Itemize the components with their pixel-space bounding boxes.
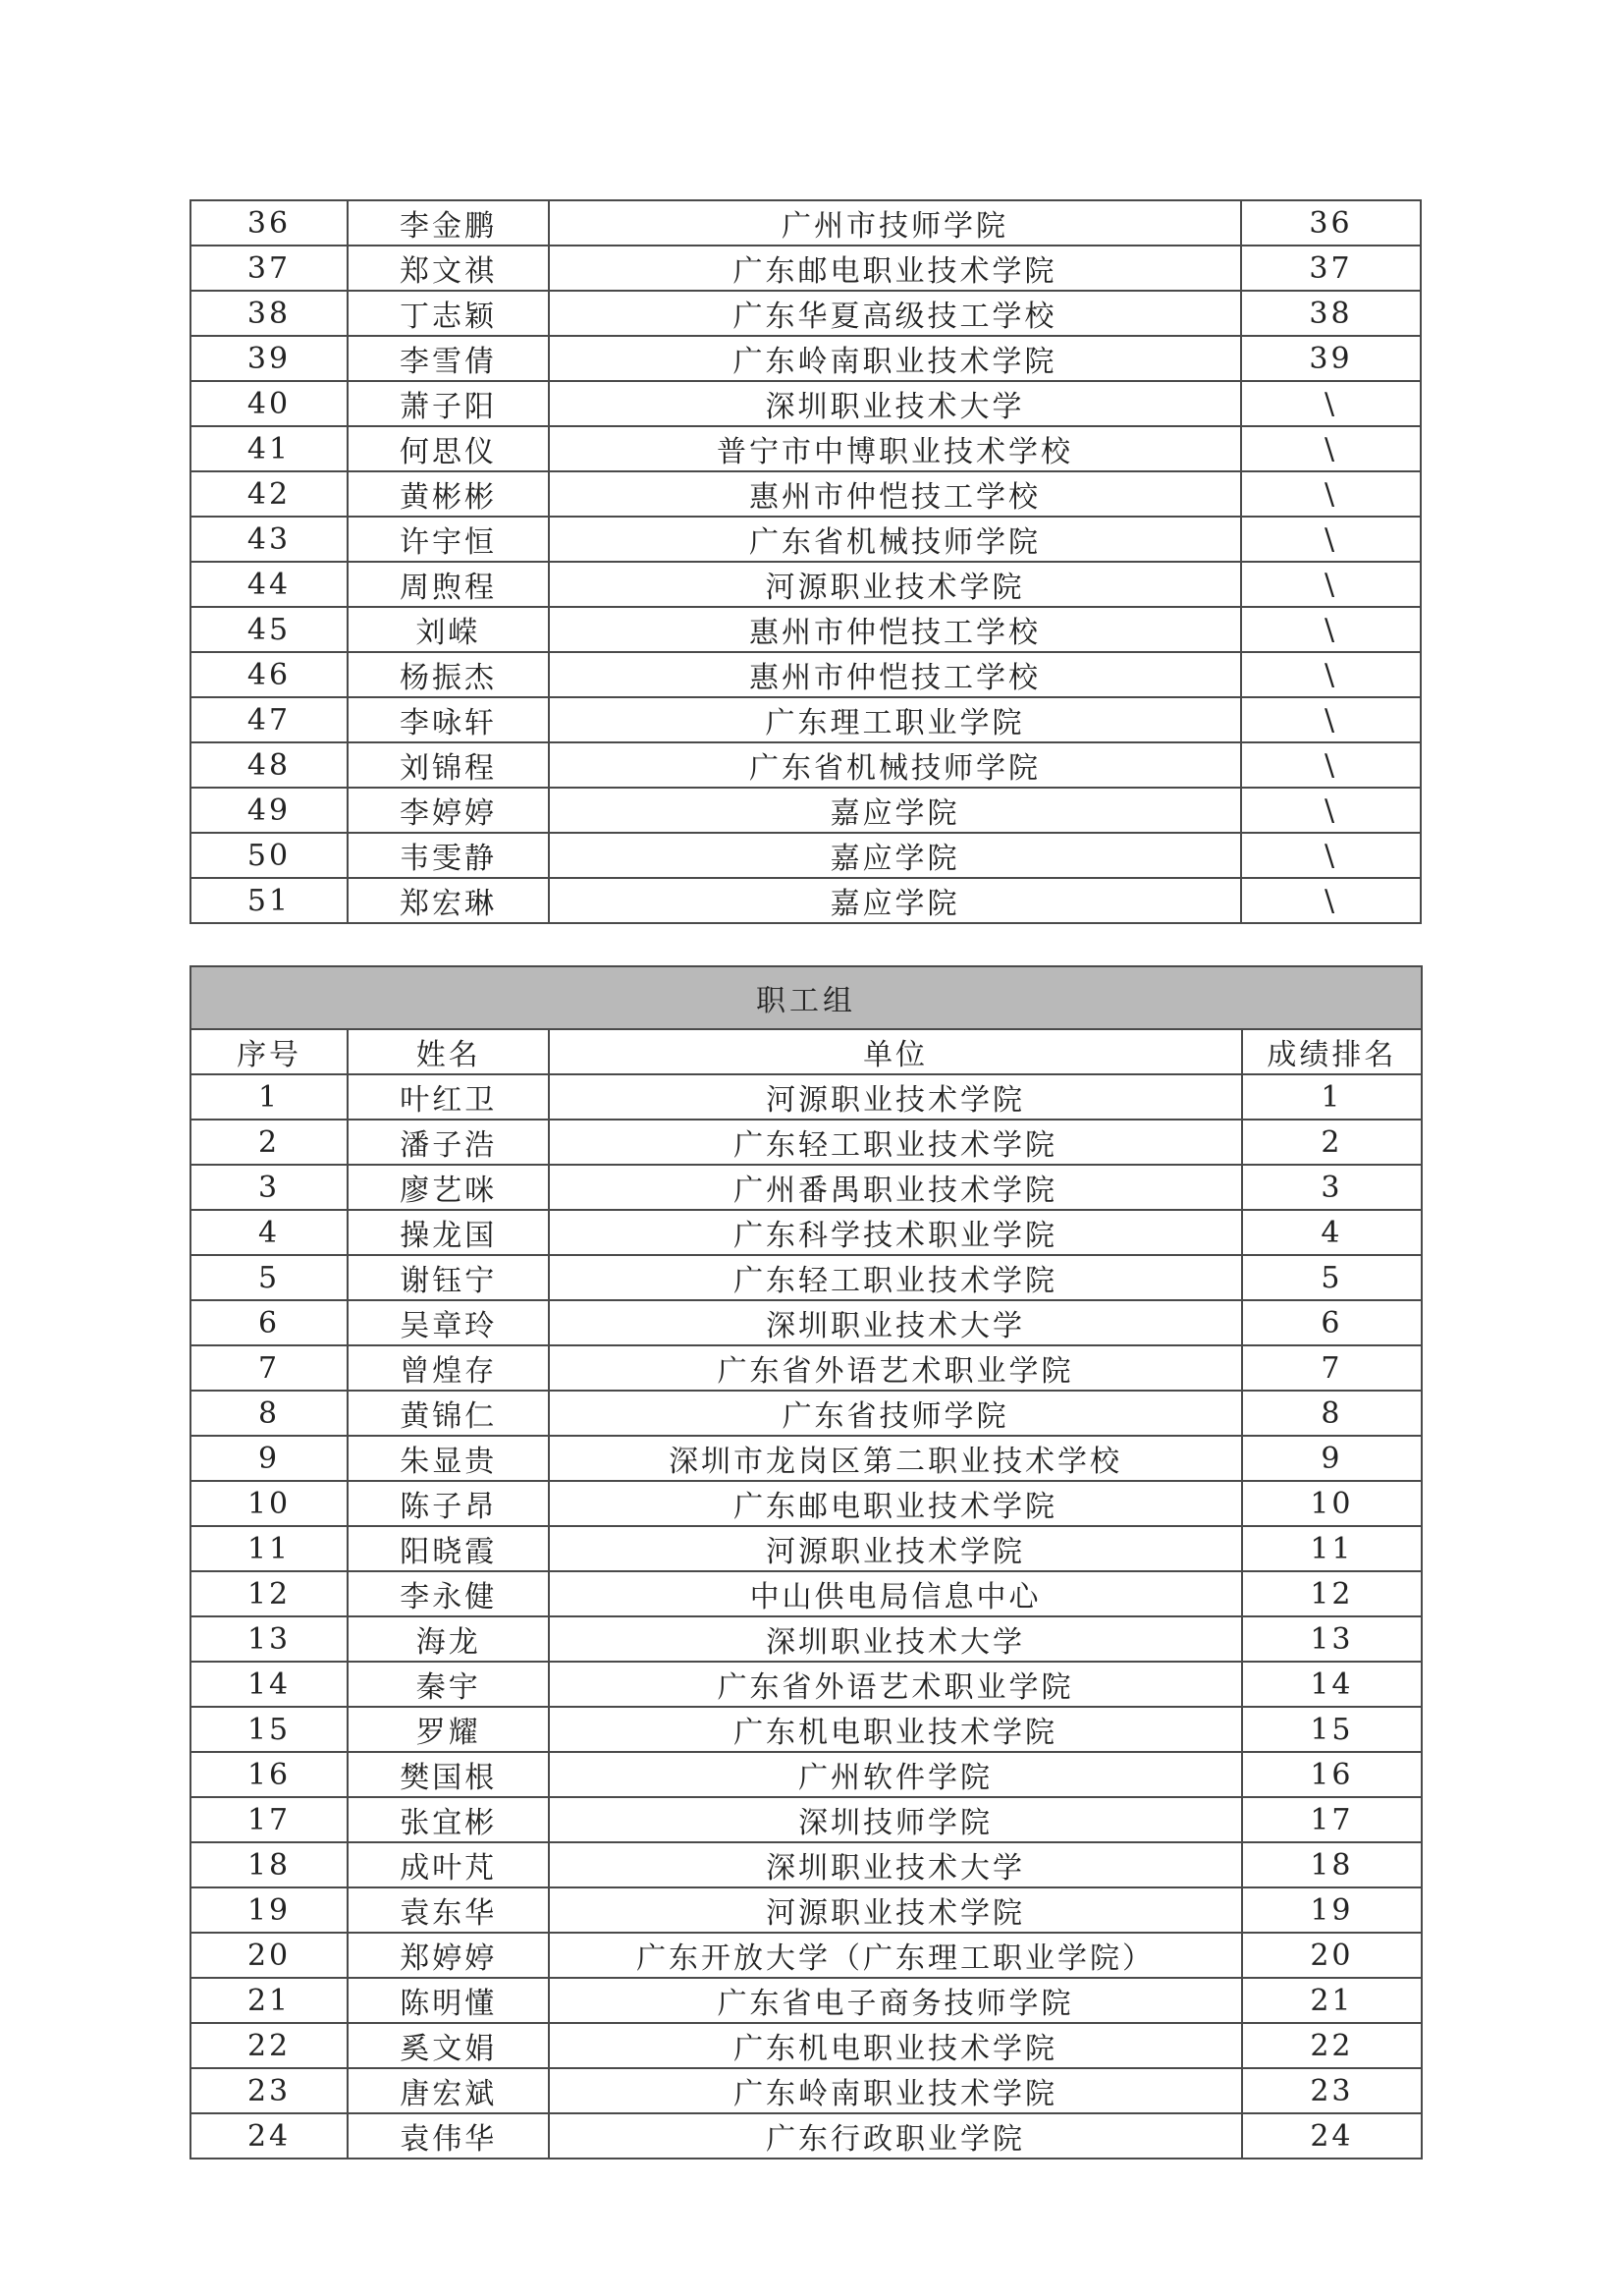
row-number: 37: [190, 246, 348, 291]
row-unit: 广东理工职业学院: [549, 697, 1241, 742]
row-number: 15: [190, 1707, 348, 1752]
row-name: 杨振杰: [348, 652, 549, 697]
table-row: [190, 788, 1421, 833]
row-rank: \: [1241, 833, 1421, 878]
row-unit: 广东邮电职业技术学院: [549, 246, 1241, 291]
row-rank: 2: [1242, 1120, 1422, 1165]
row-number: 49: [190, 788, 348, 833]
row-rank: 16: [1242, 1752, 1422, 1797]
table-row: [190, 1165, 1422, 1210]
row-rank: 19: [1242, 1887, 1422, 1933]
row-rank: 15: [1242, 1707, 1422, 1752]
row-rank: 39: [1241, 336, 1421, 381]
row-rank: \: [1241, 697, 1421, 742]
table-row: [190, 742, 1421, 788]
row-number: 46: [190, 652, 348, 697]
row-number: 38: [190, 291, 348, 336]
row-rank: \: [1241, 517, 1421, 562]
table-row: [190, 1120, 1422, 1165]
row-number: 11: [190, 1526, 348, 1571]
header-number: 序号: [190, 1029, 348, 1074]
row-rank: 7: [1242, 1345, 1422, 1391]
table-row: [190, 562, 1421, 607]
row-unit: 广东岭南职业技术学院: [549, 336, 1241, 381]
row-unit: 广东开放大学（广东理工职业学院）: [549, 1933, 1242, 1978]
row-name: 李咏轩: [348, 697, 549, 742]
row-rank: 5: [1242, 1255, 1422, 1300]
table-row: [190, 200, 1421, 246]
row-unit: 广东科学技术职业学院: [549, 1210, 1242, 1255]
row-number: 50: [190, 833, 348, 878]
row-number: 7: [190, 1345, 348, 1391]
row-rank: 22: [1242, 2023, 1422, 2068]
row-unit: 广东行政职业学院: [549, 2113, 1242, 2159]
table-row: [190, 471, 1421, 517]
row-number: 2: [190, 1120, 348, 1165]
table-row: [190, 336, 1421, 381]
table-row: [190, 2023, 1422, 2068]
header-unit: 单位: [549, 1029, 1242, 1074]
row-unit: 广东轻工职业技术学院: [549, 1120, 1242, 1165]
row-number: 13: [190, 1616, 348, 1662]
row-number: 48: [190, 742, 348, 788]
table-row: [190, 246, 1421, 291]
row-number: 45: [190, 607, 348, 652]
row-name: 何思仪: [348, 426, 549, 471]
student-results-table: [189, 199, 1422, 924]
row-unit: 广东省技师学院: [549, 1391, 1242, 1436]
table-row: [190, 652, 1421, 697]
row-name: 阳晓霞: [348, 1526, 549, 1571]
row-number: 1: [190, 1074, 348, 1120]
row-unit: 中山供电局信息中心: [549, 1571, 1242, 1616]
table-row: [190, 1842, 1422, 1887]
row-number: 8: [190, 1391, 348, 1436]
table-row: [190, 1616, 1422, 1662]
table-row: [190, 1707, 1422, 1752]
row-unit: 广州市技师学院: [549, 200, 1241, 246]
table-row: [190, 833, 1421, 878]
row-name: 丁志颖: [348, 291, 549, 336]
table-row: [190, 1345, 1422, 1391]
row-name: 奚文娟: [348, 2023, 549, 2068]
row-rank: 9: [1242, 1436, 1422, 1481]
row-unit: 广东机电职业技术学院: [549, 2023, 1242, 2068]
row-number: 41: [190, 426, 348, 471]
row-name: 周煦程: [348, 562, 549, 607]
row-unit: 惠州市仲恺技工学校: [549, 471, 1241, 517]
row-name: 李婷婷: [348, 788, 549, 833]
row-number: 3: [190, 1165, 348, 1210]
row-unit: 深圳职业技术大学: [549, 1616, 1242, 1662]
row-rank: 37: [1241, 246, 1421, 291]
table-row: [190, 2113, 1422, 2159]
row-rank: 11: [1242, 1526, 1422, 1571]
row-rank: \: [1241, 381, 1421, 426]
row-rank: 20: [1242, 1933, 1422, 1978]
row-name: 成叶芃: [348, 1842, 549, 1887]
table-row: [190, 1662, 1422, 1707]
row-rank: 23: [1242, 2068, 1422, 2113]
header-name: 姓名: [348, 1029, 549, 1074]
row-name: 许宇恒: [348, 517, 549, 562]
staff-results-body: [190, 966, 1422, 2159]
header-rank: 成绩排名: [1242, 1029, 1422, 1074]
row-number: 10: [190, 1481, 348, 1526]
header-row: [190, 1029, 1422, 1074]
row-name: 叶红卫: [348, 1074, 549, 1120]
row-name: 陈明懂: [348, 1978, 549, 2023]
row-unit: 深圳市龙岗区第二职业技术学校: [549, 1436, 1242, 1481]
row-unit: 广东省外语艺术职业学院: [549, 1345, 1242, 1391]
row-number: 44: [190, 562, 348, 607]
row-rank: 6: [1242, 1300, 1422, 1345]
row-rank: 18: [1242, 1842, 1422, 1887]
row-unit: 广东省电子商务技师学院: [549, 1978, 1242, 2023]
row-name: 袁东华: [348, 1887, 549, 1933]
table-row: [190, 517, 1421, 562]
row-name: 曾煌存: [348, 1345, 549, 1391]
row-number: 16: [190, 1752, 348, 1797]
row-number: 43: [190, 517, 348, 562]
row-unit: 深圳职业技术大学: [549, 381, 1241, 426]
row-name: 李永健: [348, 1571, 549, 1616]
table-row: [190, 1300, 1422, 1345]
table-row: [190, 1436, 1422, 1481]
table-row: [190, 426, 1421, 471]
row-number: 22: [190, 2023, 348, 2068]
table-row: [190, 1210, 1422, 1255]
row-rank: 38: [1241, 291, 1421, 336]
table-row: [190, 1978, 1422, 2023]
row-number: 47: [190, 697, 348, 742]
row-unit: 广州软件学院: [549, 1752, 1242, 1797]
row-rank: 1: [1242, 1074, 1422, 1120]
row-name: 郑婷婷: [348, 1933, 549, 1978]
row-unit: 广州番禺职业技术学院: [549, 1165, 1242, 1210]
row-number: 12: [190, 1571, 348, 1616]
student-results-body: [190, 200, 1421, 923]
row-rank: 10: [1242, 1481, 1422, 1526]
staff-results-table: [189, 965, 1423, 2159]
row-rank: \: [1241, 742, 1421, 788]
row-rank: \: [1241, 607, 1421, 652]
row-rank: \: [1241, 426, 1421, 471]
row-rank: \: [1241, 878, 1421, 923]
table-row: [190, 1933, 1422, 1978]
table-row: [190, 291, 1421, 336]
row-rank: \: [1241, 652, 1421, 697]
row-number: 9: [190, 1436, 348, 1481]
row-number: 17: [190, 1797, 348, 1842]
row-name: 陈子昂: [348, 1481, 549, 1526]
row-number: 24: [190, 2113, 348, 2159]
row-number: 4: [190, 1210, 348, 1255]
table-row: [190, 1255, 1422, 1300]
table-row: [190, 1481, 1422, 1526]
table-row: [190, 697, 1421, 742]
row-rank: 36: [1241, 200, 1421, 246]
row-number: 19: [190, 1887, 348, 1933]
row-number: 14: [190, 1662, 348, 1707]
table-row: [190, 878, 1421, 923]
table-row: [190, 1074, 1422, 1120]
table-row: [190, 1391, 1422, 1436]
row-rank: \: [1241, 471, 1421, 517]
row-unit: 普宁市中博职业技术学校: [549, 426, 1241, 471]
row-number: 23: [190, 2068, 348, 2113]
row-number: 20: [190, 1933, 348, 1978]
row-name: 李雪倩: [348, 336, 549, 381]
table-row: [190, 1526, 1422, 1571]
row-unit: 广东省机械技师学院: [549, 517, 1241, 562]
row-unit: 嘉应学院: [549, 788, 1241, 833]
row-number: 5: [190, 1255, 348, 1300]
row-unit: 河源职业技术学院: [549, 1526, 1242, 1571]
row-rank: 14: [1242, 1662, 1422, 1707]
row-unit: 广东华夏高级技工学校: [549, 291, 1241, 336]
row-name: 樊国根: [348, 1752, 549, 1797]
row-unit: 广东机电职业技术学院: [549, 1707, 1242, 1752]
row-rank: \: [1241, 788, 1421, 833]
table-row: [190, 1571, 1422, 1616]
row-unit: 河源职业技术学院: [549, 1887, 1242, 1933]
row-unit: 嘉应学院: [549, 878, 1241, 923]
row-name: 操龙国: [348, 1210, 549, 1255]
row-unit: 惠州市仲恺技工学校: [549, 652, 1241, 697]
group-title: 职工组: [190, 966, 1422, 1029]
row-name: 刘锦程: [348, 742, 549, 788]
row-number: 40: [190, 381, 348, 426]
row-name: 潘子浩: [348, 1120, 549, 1165]
row-name: 李金鹏: [348, 200, 549, 246]
row-unit: 广东轻工职业技术学院: [549, 1255, 1242, 1300]
row-name: 唐宏斌: [348, 2068, 549, 2113]
row-name: 刘嵘: [348, 607, 549, 652]
row-name: 袁伟华: [348, 2113, 549, 2159]
row-unit: 河源职业技术学院: [549, 1074, 1242, 1120]
row-rank: 17: [1242, 1797, 1422, 1842]
row-rank: 24: [1242, 2113, 1422, 2159]
row-name: 谢钰宁: [348, 1255, 549, 1300]
row-unit: 深圳职业技术大学: [549, 1300, 1242, 1345]
row-rank: 12: [1242, 1571, 1422, 1616]
row-name: 吴章玲: [348, 1300, 549, 1345]
row-number: 39: [190, 336, 348, 381]
row-unit: 嘉应学院: [549, 833, 1241, 878]
group-title-row: [190, 966, 1422, 1029]
row-unit: 惠州市仲恺技工学校: [549, 607, 1241, 652]
table-row: [190, 1797, 1422, 1842]
row-rank: 4: [1242, 1210, 1422, 1255]
table-row: [190, 381, 1421, 426]
row-name: 黄彬彬: [348, 471, 549, 517]
row-rank: 3: [1242, 1165, 1422, 1210]
table-row: [190, 607, 1421, 652]
row-rank: 8: [1242, 1391, 1422, 1436]
row-number: 42: [190, 471, 348, 517]
row-number: 18: [190, 1842, 348, 1887]
row-number: 36: [190, 200, 348, 246]
row-name: 朱显贵: [348, 1436, 549, 1481]
table-row: [190, 1887, 1422, 1933]
row-unit: 广东省外语艺术职业学院: [549, 1662, 1242, 1707]
row-number: 51: [190, 878, 348, 923]
table-row: [190, 2068, 1422, 2113]
row-rank: 21: [1242, 1978, 1422, 2023]
row-rank: \: [1241, 562, 1421, 607]
row-name: 郑文祺: [348, 246, 549, 291]
row-unit: 深圳职业技术大学: [549, 1842, 1242, 1887]
row-name: 萧子阳: [348, 381, 549, 426]
row-name: 廖艺咪: [348, 1165, 549, 1210]
row-name: 郑宏琳: [348, 878, 549, 923]
row-unit: 深圳技师学院: [549, 1797, 1242, 1842]
row-number: 6: [190, 1300, 348, 1345]
row-name: 张宜彬: [348, 1797, 549, 1842]
row-unit: 广东岭南职业技术学院: [549, 2068, 1242, 2113]
row-name: 黄锦仁: [348, 1391, 549, 1436]
row-name: 秦宇: [348, 1662, 549, 1707]
row-unit: 河源职业技术学院: [549, 562, 1241, 607]
row-name: 罗耀: [348, 1707, 549, 1752]
row-number: 21: [190, 1978, 348, 2023]
row-unit: 广东省机械技师学院: [549, 742, 1241, 788]
row-rank: 13: [1242, 1616, 1422, 1662]
table-row: [190, 1752, 1422, 1797]
row-name: 韦雯静: [348, 833, 549, 878]
row-name: 海龙: [348, 1616, 549, 1662]
row-unit: 广东邮电职业技术学院: [549, 1481, 1242, 1526]
